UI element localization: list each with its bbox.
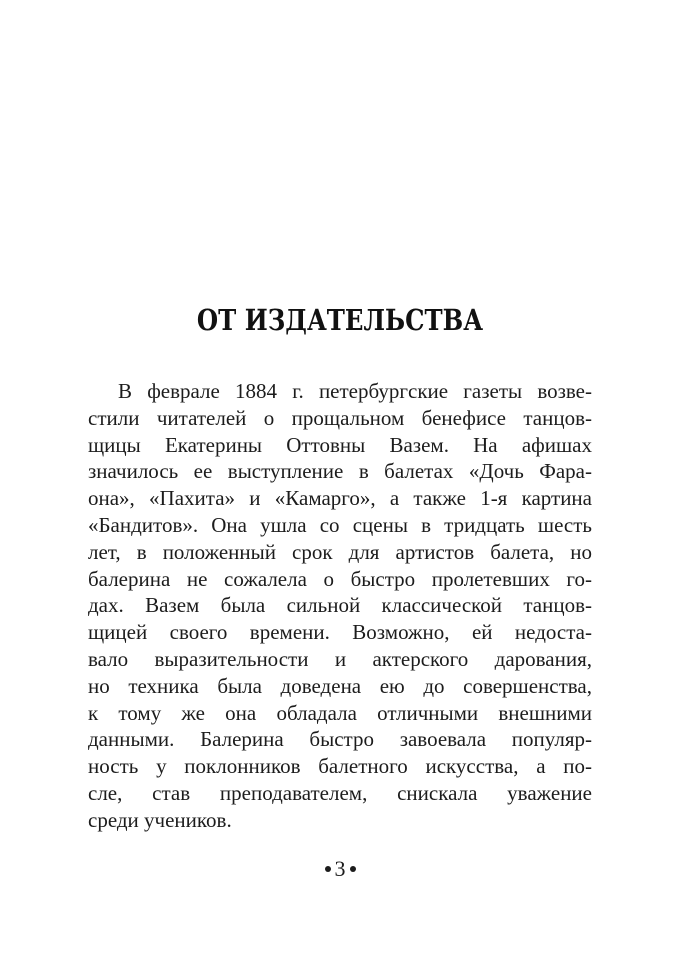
paragraph-line: ность у поклонников балетного искусства, а по- [88, 754, 592, 779]
paragraph-line: дах. Вазем была сильной классической танцов- [88, 593, 592, 618]
paragraph-line: лет, в положенный срок для артистов балета, но [88, 539, 592, 564]
chapter-heading: ОТ ИЗДАТЕЛЬСТВА [196, 303, 484, 337]
paragraph-line: среди учеников. [88, 807, 232, 832]
paragraph-line: «Бандитов». Она ушла со сцены в тридцать шесть [88, 512, 592, 537]
paragraph-line: В феврале 1884 г. петербургские газеты возве- [118, 379, 592, 403]
paragraph-line: значилось ее выступление в балетах «Дочь Фара- [88, 459, 592, 484]
body-paragraph [88, 378, 592, 834]
paragraph-line: к тому же она обладала отличными внешними [88, 700, 592, 725]
paragraph-line: но техника была доведена ею до совершенства, [88, 673, 592, 698]
paragraph-line: сле, став преподавателем, снискала уважение [88, 780, 592, 805]
paragraph-line: щицей своего времени. Возможно, ей недоста- [88, 620, 592, 645]
paragraph-line: данными. Балерина быстро завоевала популяр- [88, 727, 592, 752]
page-number-footer [0, 854, 680, 884]
page-number: 3 [334, 856, 346, 881]
paragraph-line: вало выразительности и актерского дарования, [88, 646, 592, 671]
bullet-dot-left [325, 866, 331, 872]
paragraph-line: она», «Пахита» и «Камарго», а также 1-я картина [88, 486, 592, 511]
paragraph-line: балерина не сожалела о быстро пролетевших го- [88, 566, 592, 591]
bullet-dot-right [350, 866, 356, 872]
paragraph-line: стили читателей о прощальном бенефисе танцов- [88, 405, 592, 430]
paragraph-line: щицы Екатерины Оттовны Вазем. На афишах [88, 432, 592, 457]
